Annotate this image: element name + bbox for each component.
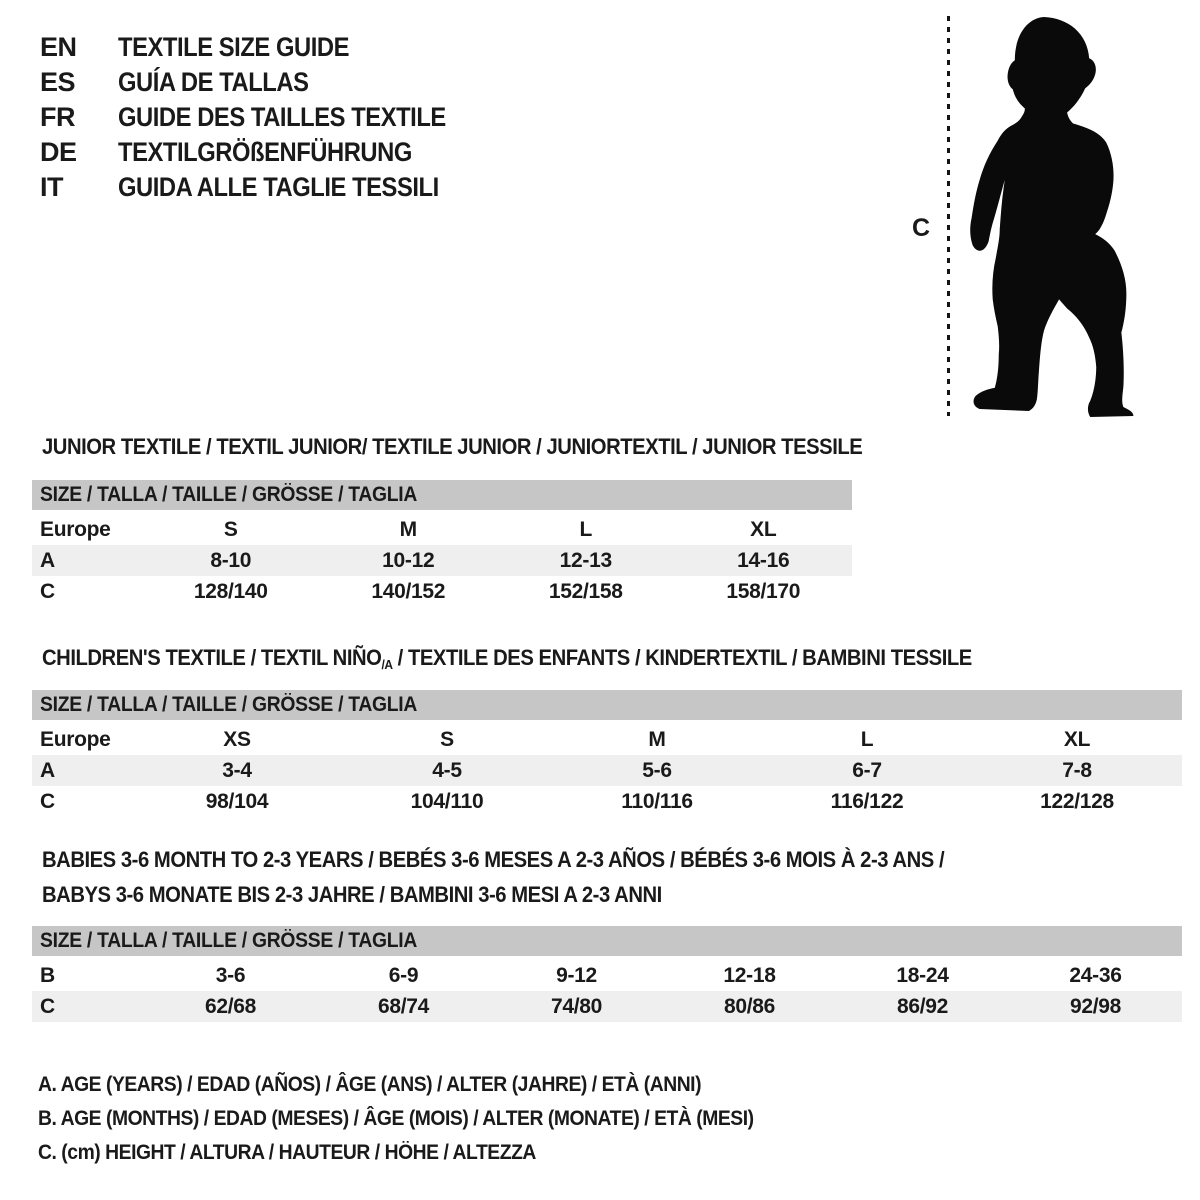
size-table-junior: [32, 480, 852, 607]
baby-silhouette-icon: [958, 16, 1142, 418]
footnote-b: B. AGE (MONTHS) / EDAD (MESES) / ÂGE (MOIS) / ALTER (MONATE) / ETÀ (MESI): [38, 1107, 754, 1130]
size-cell: 4-5: [432, 758, 462, 782]
nino-a-subscript: /A: [381, 657, 393, 672]
size-cell: 12-18: [723, 963, 776, 987]
size-cell: XL: [1063, 727, 1091, 751]
footnotes: [38, 1068, 816, 1170]
lang-label-it: GUIDA ALLE TAGLIE TESSILI: [118, 172, 439, 202]
size-cell: 62/68: [204, 994, 257, 1018]
size-cell: 122/128: [1040, 789, 1114, 813]
size-cell: 116/122: [830, 789, 904, 813]
size-cell: S: [440, 727, 454, 751]
table-row-age-years: [32, 755, 1182, 786]
row-label: A: [40, 548, 55, 572]
lang-label-de: TEXTILGRÖßENFÜHRUNG: [118, 137, 412, 167]
lang-label-fr: GUIDE DES TAILLES TEXTILE: [118, 102, 446, 132]
size-cell: 68/74: [377, 994, 430, 1018]
footnote-a: A. AGE (YEARS) / EDAD (AÑOS) / ÂGE (ANS) / ALTER (JAHRE) / ETÀ (ANNI): [38, 1073, 702, 1096]
table-row-age-months: [32, 960, 1182, 991]
section-title-junior: JUNIOR TEXTILE / TEXTIL JUNIOR/ TEXTILE JUNIOR / JUNIORTEXTIL / JUNIOR TESSILE: [42, 434, 863, 459]
lang-code-es: ES: [40, 67, 76, 97]
lang-row-en: [40, 30, 491, 65]
size-cell: 9-12: [556, 963, 597, 987]
size-cell: M: [648, 727, 666, 751]
height-measure-label-c: C: [912, 214, 931, 242]
size-cell: 128/140: [193, 579, 268, 603]
size-cell: 110/116: [621, 789, 693, 813]
size-cell: L: [579, 517, 593, 541]
size-cell: 86/92: [896, 994, 949, 1018]
size-cell: XS: [223, 727, 251, 751]
size-cell: 14-16: [737, 548, 790, 572]
table-row-age-years: [32, 545, 852, 576]
lang-row-de: [40, 135, 491, 170]
size-cell: 80/86: [723, 994, 776, 1018]
table-row-height: [32, 786, 1182, 817]
language-header: [40, 30, 491, 205]
size-cell: L: [860, 727, 874, 751]
size-cell: 8-10: [210, 548, 252, 572]
table-header-children: SIZE / TALLA / TAILLE / GRÖSSE / TAGLIA: [32, 690, 1182, 720]
lang-code-fr: FR: [40, 102, 75, 132]
lang-label-en: TEXTILE SIZE GUIDE: [118, 32, 350, 62]
size-cell: 7-8: [1062, 758, 1092, 782]
size-cell: 98/104: [205, 789, 269, 813]
size-cell: 104/110: [410, 789, 484, 813]
lang-code-it: IT: [40, 172, 63, 202]
footnote-c: C. (cm) HEIGHT / ALTURA / HAUTEUR / HÖHE / ALTEZZA: [38, 1141, 536, 1164]
lang-code-en: EN: [40, 32, 77, 62]
size-cell: 3-6: [215, 963, 246, 987]
row-label: Europe: [40, 727, 111, 751]
size-cell: XL: [750, 517, 777, 541]
size-cell: 6-9: [388, 963, 419, 987]
size-cell: 10-12: [382, 548, 435, 572]
table-header-junior: SIZE / TALLA / TAILLE / GRÖSSE / TAGLIA: [32, 480, 852, 510]
lang-code-de: DE: [40, 137, 77, 167]
size-table-children: [32, 690, 1182, 817]
table-row-height: [32, 991, 1182, 1022]
size-table-babies: [32, 926, 1182, 1022]
size-cell: 12-13: [559, 548, 612, 572]
size-cell: 152/158: [548, 579, 623, 603]
size-cell: 74/80: [550, 994, 603, 1018]
size-cell: S: [223, 517, 238, 541]
row-label: B: [40, 963, 55, 987]
row-label: C: [40, 789, 55, 813]
babies-title-line1: BABIES 3-6 MONTH TO 2-3 YEARS / BEBÉS 3-6 MESES A 2-3 AÑOS / BÉBÉS 3-6 MOIS À 2-3 ANS /: [42, 847, 945, 872]
row-label: C: [40, 994, 55, 1018]
lang-row-es: [40, 65, 491, 100]
lang-label-es: GUÍA DE TALLAS: [118, 67, 309, 97]
size-cell: 3-4: [222, 758, 252, 782]
row-label: C: [40, 579, 55, 603]
table-header-babies: SIZE / TALLA / TAILLE / GRÖSSE / TAGLIA: [32, 926, 1182, 956]
table-row-europe: [32, 724, 1182, 755]
section-title-babies: [42, 842, 944, 912]
babies-title-line2: BABYS 3-6 MONATE BIS 2-3 JAHRE / BAMBINI 3-6 MESI A 2-3 ANNI: [42, 882, 662, 907]
size-cell: 92/98: [1069, 994, 1122, 1018]
lang-row-it: [40, 170, 491, 205]
size-cell: M: [399, 517, 417, 541]
height-measure-dashed-line: [947, 16, 950, 416]
size-cell: 5-6: [642, 758, 672, 782]
lang-row-fr: [40, 100, 491, 135]
size-cell: 158/170: [726, 579, 801, 603]
section-title-children: CHILDREN'S TEXTILE / TEXTIL $NIÑO_{/A}$ / TEXTILE DES ENFANTS / KINDERTEXTIL / BAMBINI TESSILE: [42, 645, 972, 672]
row-label: Europe: [40, 517, 111, 541]
size-cell: 6-7: [852, 758, 882, 782]
size-cell: 18-24: [896, 963, 949, 987]
table-row-europe: [32, 514, 852, 545]
size-cell: 24-36: [1069, 963, 1122, 987]
table-row-height: [32, 576, 852, 607]
row-label: A: [40, 758, 55, 782]
size-cell: 140/152: [371, 579, 446, 603]
